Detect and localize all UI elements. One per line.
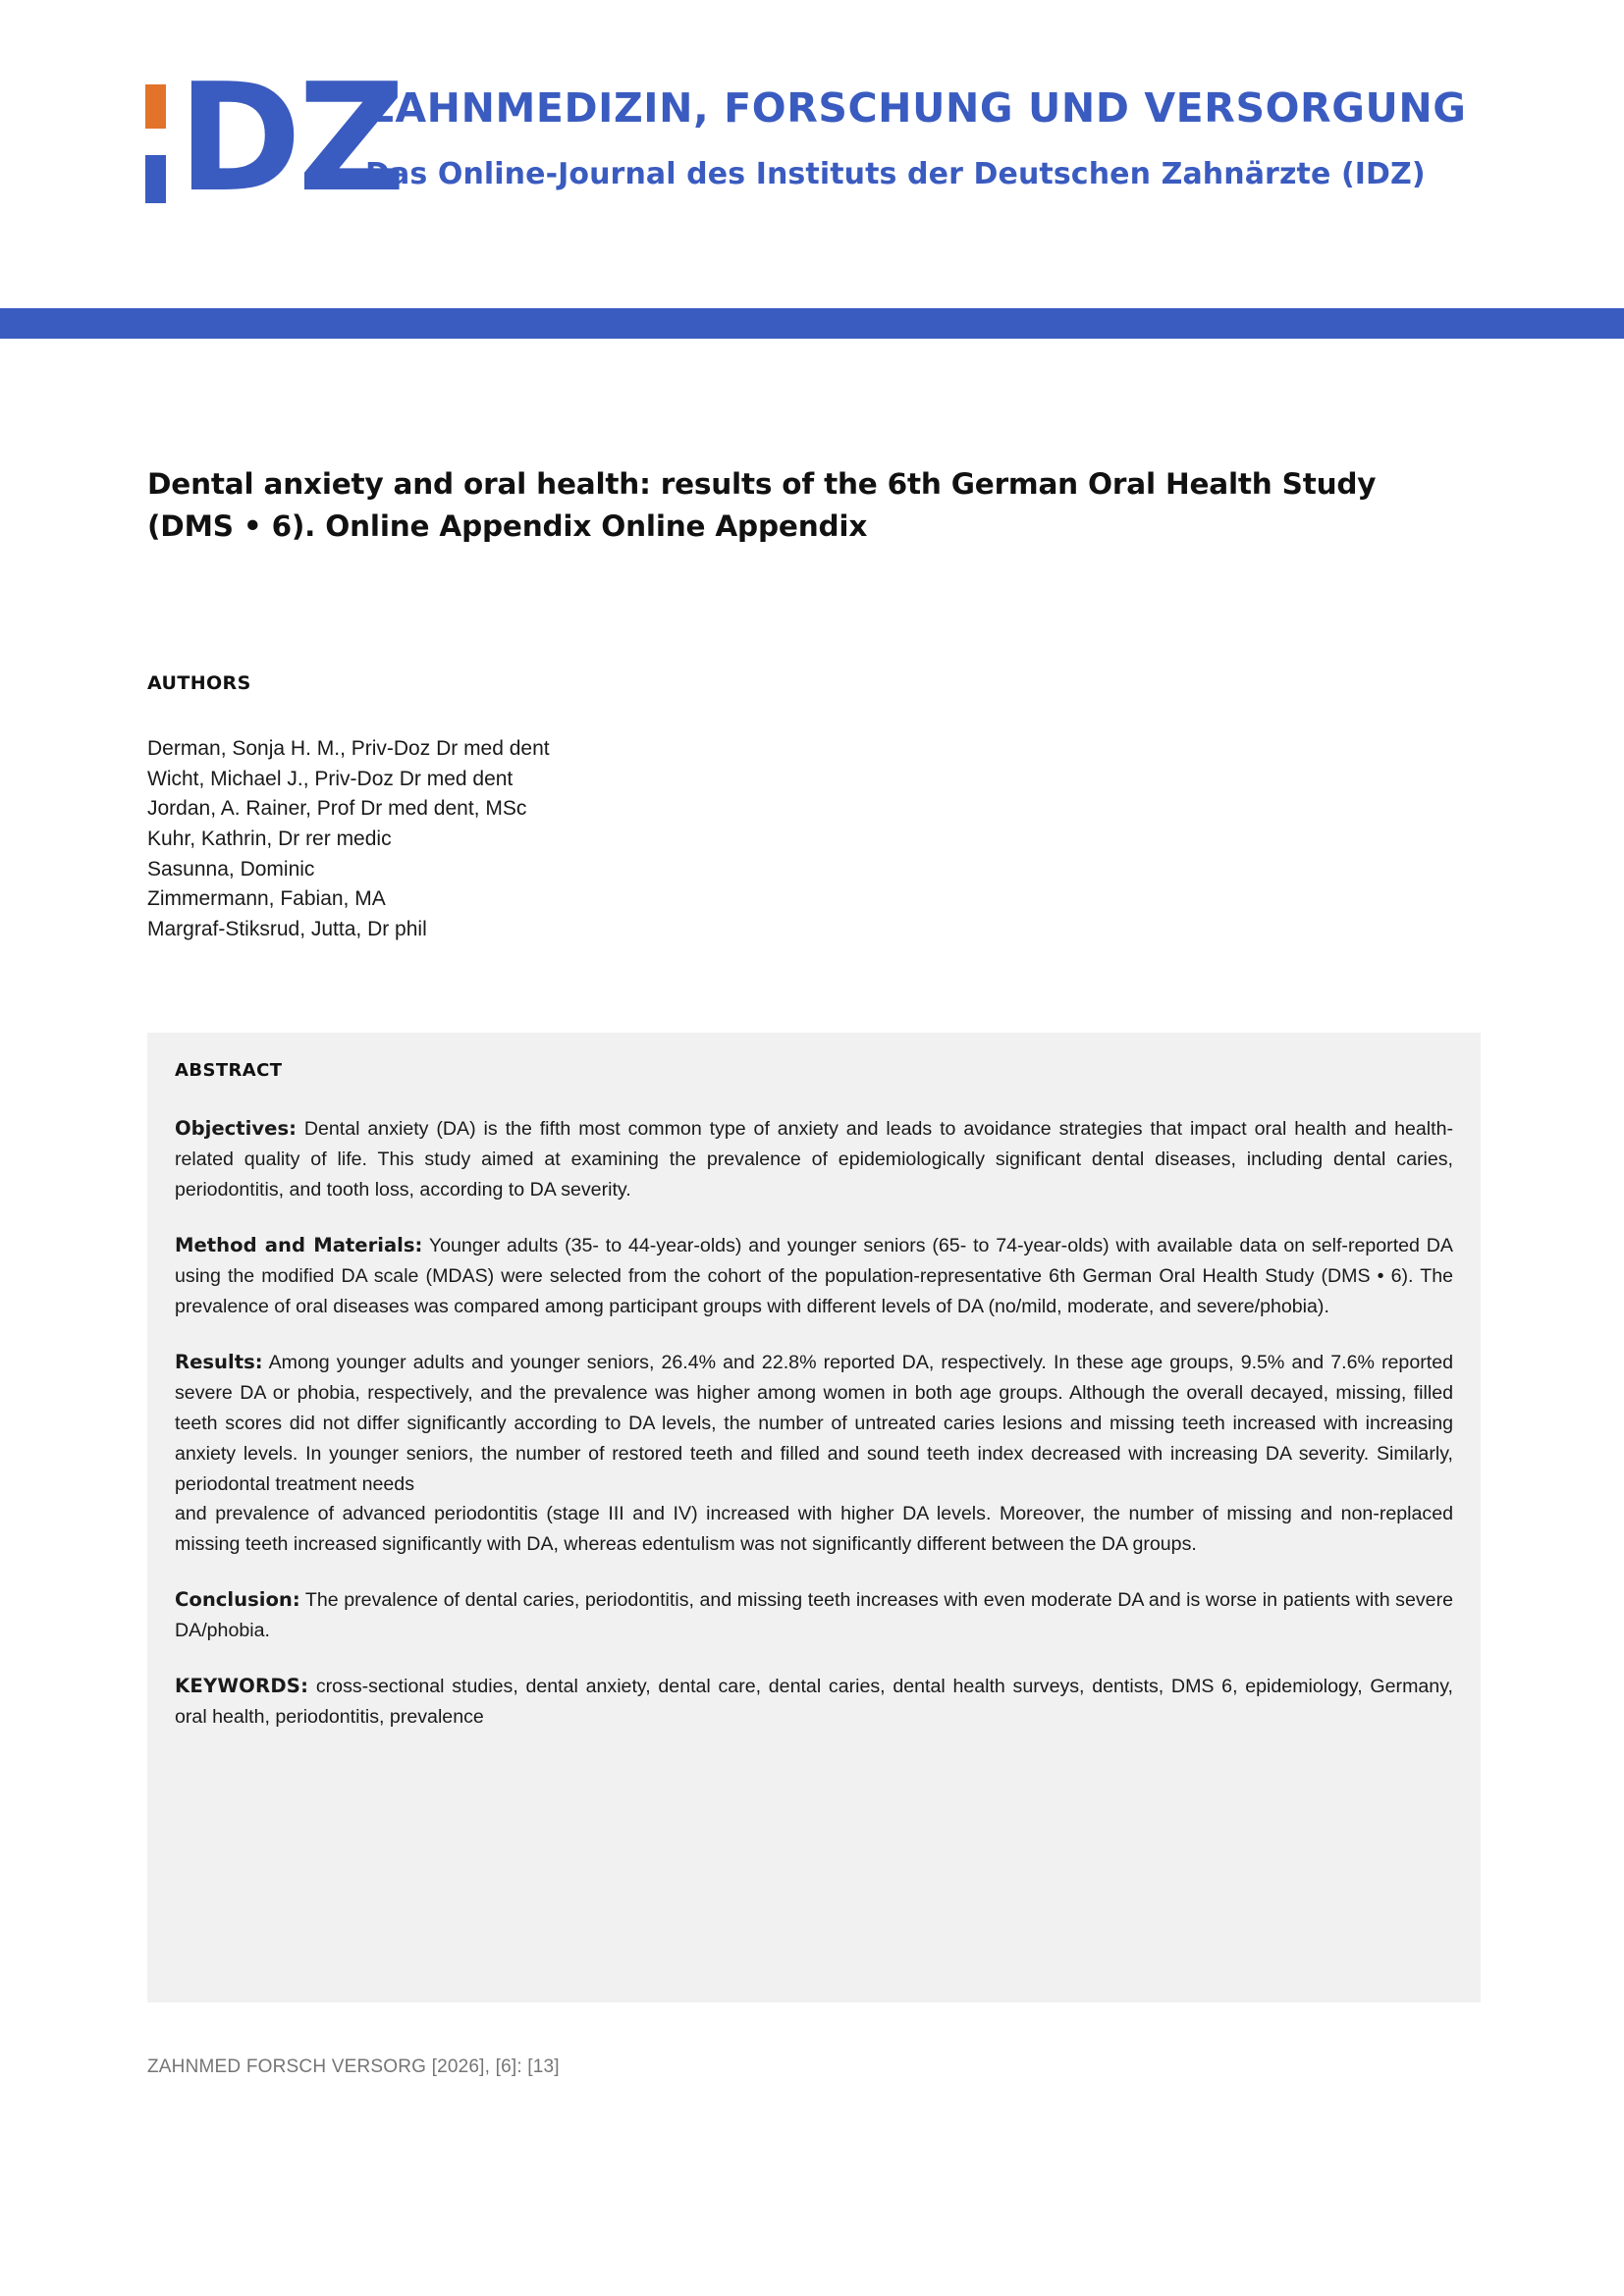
abstract-conclusion-label: Conclusion:	[175, 1588, 300, 1612]
journal-title: ZAHNMEDIZIN, FORSCHUNG UND VERSORGUNG	[365, 84, 1467, 132]
author-item: Zimmermann, Fabian, MA	[147, 887, 386, 911]
abstract-results-paragraph	[175, 1348, 1453, 1561]
header-blue-divider	[0, 308, 1624, 339]
idz-logo-mark-icon	[145, 51, 403, 225]
abstract-conclusion-paragraph	[175, 1585, 1453, 1646]
abstract-method-paragraph	[175, 1231, 1453, 1322]
logo-dz-letters: DZ	[178, 51, 403, 225]
abstract-objectives-text: Dental anxiety (DA) is the fifth most common type of anxiety and leads to avoidance strategies that impact oral health and health-related quality of life. This study aimed at examining the prevalence of epidemiologically significant dental diseases, including dental caries, periodontitis, and tooth loss, according to DA severity.	[175, 1118, 1453, 1201]
author-item: Jordan, A. Rainer, Prof Dr med dent, MSc	[147, 797, 527, 821]
author-item: Derman, Sonja H. M., Priv-Doz Dr med dent	[147, 737, 550, 760]
page-title: Dental anxiety and oral health: results of the 6th German Oral Health Study (DMS • 6). Online Appendix Online Appendix	[147, 466, 1377, 543]
author-item: Sasunna, Dominic	[147, 857, 315, 881]
abstract-keywords-paragraph	[175, 1672, 1453, 1733]
masthead-text-block	[365, 82, 1467, 190]
abstract-method-label: Method and Materials:	[175, 1233, 423, 1256]
abstract-heading: ABSTRACT	[175, 1060, 283, 1081]
authors-heading: AUTHORS	[147, 672, 251, 694]
abstract-results-text-second: and prevalence of advanced periodontitis (stage III and IV) increased with higher DA levels. Moreover, the number of missing and non-replaced missing teeth increased significantly with DA, whereas edentulism was not significantly different between the DA groups.	[175, 1503, 1453, 1556]
abstract-keywords-label: KEYWORDS:	[175, 1675, 309, 1698]
abstract-objectives-label: Objectives:	[175, 1117, 297, 1140]
journal-masthead	[0, 0, 1624, 308]
abstract-keywords-text: cross-sectional studies, dental anxiety, dental care, dental caries, dental health surveys, dentists, DMS 6, epidemiology, Germany, oral health, periodontitis, prevalence	[175, 1676, 1453, 1729]
author-item: Wicht, Michael J., Priv-Doz Dr med dent	[147, 767, 514, 790]
author-item: Margraf-Stiksrud, Jutta, Dr phil	[147, 917, 427, 940]
footer-citation: ZAHNMED FORSCH VERSORG [2026], [6]: [13]	[147, 2056, 560, 2077]
authors-list	[147, 734, 550, 945]
abstract-method-text: Younger adults (35- to 44-year-olds) and younger seniors (65- to 74-year-olds) with available data on self-reported DA using the modified DA scale (MDAS) were selected from the cohort of the population-representative 6th German Oral Health Study (DMS • 6). The prevalence of oral diseases was compared among participant groups with different levels of DA (no/mild, moderate, and severe/phobia).	[175, 1234, 1453, 1317]
journal-subtitle: Das Online-Journal des Instituts der Deutschen Zahnärzte (IDZ)	[365, 157, 1426, 192]
abstract-objectives-paragraph	[175, 1114, 1453, 1205]
logo-i-top-segment-icon	[145, 84, 166, 129]
abstract-panel	[147, 1033, 1481, 2002]
author-item: Kuhr, Kathrin, Dr rer medic	[147, 827, 392, 850]
abstract-conclusion-text: The prevalence of dental caries, periodontitis, and missing teeth increases with even moderate DA and is worse in patients with severe DA/phobia.	[175, 1589, 1453, 1642]
abstract-results-text-first: Among younger adults and younger seniors, 26.4% and 22.8% reported DA, respectively. In these age groups, 9.5% and 7.6% reported severe DA or phobia, respectively, and the prevalence was higher among women in both age groups. Although the overall decayed, missing, filled teeth scores did not differ significantly according to DA levels, the number of untreated caries lesions and missing teeth increased with increasing anxiety levels. In younger seniors, the number of restored teeth and filled and sound teeth index decreased with increasing DA severity. Similarly, periodontal treatment needs	[175, 1351, 1453, 1495]
logo-i-bottom-segment-icon	[145, 155, 166, 203]
idz-logo	[145, 51, 1467, 225]
abstract-results-label: Results:	[175, 1350, 263, 1373]
